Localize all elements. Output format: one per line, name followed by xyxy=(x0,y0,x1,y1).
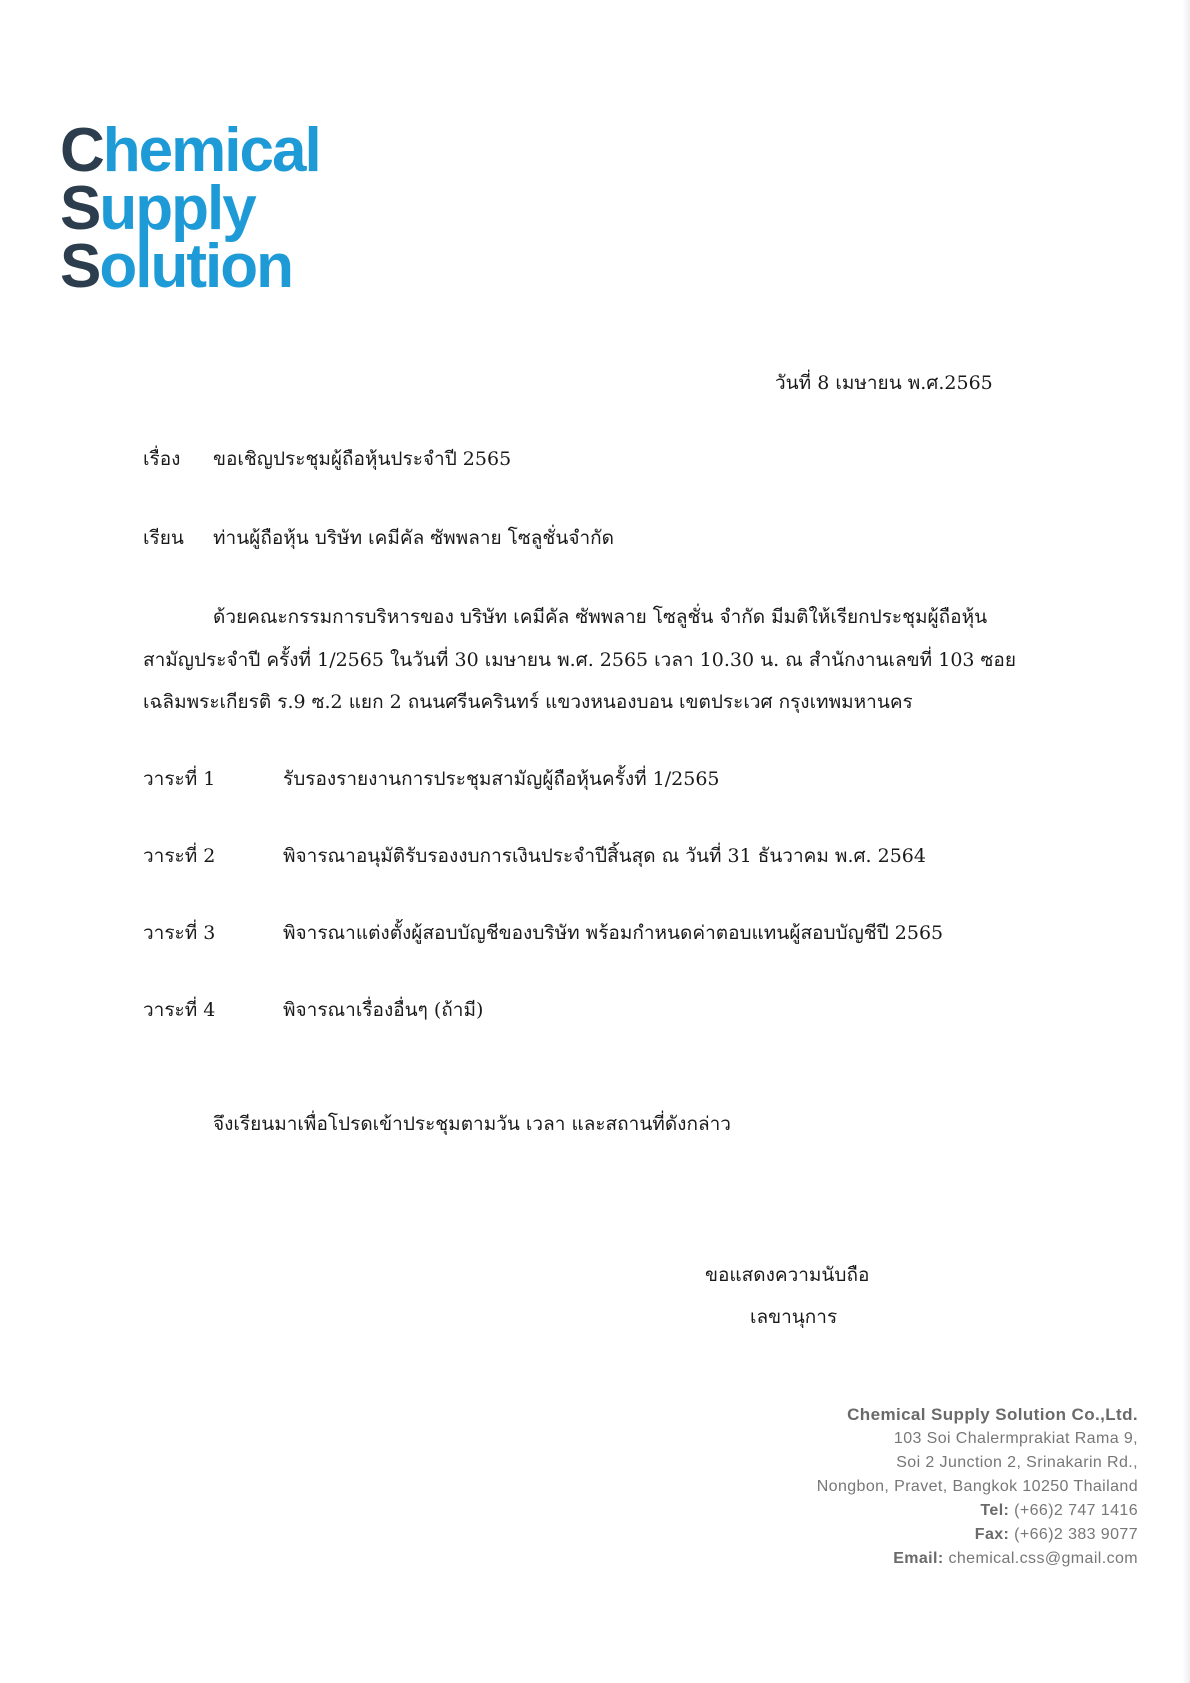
agenda-text: พิจารณาเรื่องอื่นๆ (ถ้ามี) xyxy=(283,999,484,1021)
agenda-label: วาระที่ 4 xyxy=(143,999,216,1021)
email-label: Email: xyxy=(893,1550,944,1567)
tel-label: Tel: xyxy=(980,1502,1010,1519)
logo-line-supply: Supply xyxy=(60,174,255,243)
agenda-label: วาระที่ 2 xyxy=(143,845,216,867)
logo-line-chemical: Chemical xyxy=(60,116,320,185)
subject-text: ขอเชิญประชุมผู้ถือหุ้นประจำปี 2565 xyxy=(213,448,512,470)
agenda-text: พิจารณาอนุมัติรับรองงบการเงินประจำปีสิ้นสุด ณ วันที่ 31 ธันวาคม พ.ศ. 2564 xyxy=(283,845,926,867)
signatory-title: เลขานุการ xyxy=(750,1306,838,1328)
letter-date: วันที่ 8 เมษายน พ.ศ.2565 xyxy=(775,372,993,394)
body-line-3: เฉลิมพระเกียรติ ร.9 ซ.2 แยก 2 ถนนศรีนครินทร์ แขวงหนองบอน เขตประเวศ กรุงเทพมหานคร xyxy=(143,691,913,713)
recipient-label: เรียน xyxy=(143,527,184,549)
fax-value: (+66)2 383 9077 xyxy=(1014,1526,1138,1543)
invitation-text: จึงเรียนมาเพื่อโปรดเข้าประชุมตามวัน เวลา และสถานที่ดังกล่าว xyxy=(213,1113,731,1135)
subject-label: เรื่อง xyxy=(143,448,181,470)
body-line-2: สามัญประจำปี ครั้งที่ 1/2565 ในวันที่ 30 เมษายน พ.ศ. 2565 เวลา 10.30 น. ณ สำนักงานเลขที่ 103 ซอย xyxy=(143,649,1016,671)
body-line-1: ด้วยคณะกรรมการบริหารของ บริษัท เคมีคัล ซัพพลาย โซลูชั่น จำกัด มีมติให้เรียกประชุมผู้ถือหุ้น xyxy=(213,606,988,628)
footer-email xyxy=(817,1547,1138,1571)
email-value: chemical.css@gmail.com xyxy=(948,1550,1138,1567)
agenda-label: วาระที่ 1 xyxy=(143,768,216,790)
footer-address-line-3: Nongbon, Pravet, Bangkok 10250 Thailand xyxy=(816,1478,1138,1495)
agenda-text: รับรองรายงานการประชุมสามัญผู้ถือหุ้นครั้งที่ 1/2565 xyxy=(283,768,720,790)
footer-address-line-1: 103 Soi Chalermprakiat Rama 9, xyxy=(893,1430,1138,1447)
scan-edge-shadow xyxy=(1182,0,1190,1683)
footer-fax xyxy=(817,1523,1138,1547)
agenda-text: พิจารณาแต่งตั้งผู้สอบบัญชีของบริษัท พร้อมกำหนดค่าตอบแทนผู้สอบบัญชีปี 2565 xyxy=(283,922,944,944)
fax-label: Fax: xyxy=(974,1526,1010,1543)
closing-salutation: ขอแสดงความนับถือ xyxy=(705,1264,870,1286)
logo-line-solution: Solution xyxy=(60,232,292,301)
company-logo xyxy=(60,116,320,301)
footer-tel xyxy=(817,1499,1138,1523)
footer-company-name: Chemical Supply Solution Co.,Ltd. xyxy=(847,1405,1138,1424)
tel-value: (+66)2 747 1416 xyxy=(1014,1502,1138,1519)
footer-address-line-2: Soi 2 Junction 2, Srinakarin Rd., xyxy=(896,1454,1138,1471)
recipient-text: ท่านผู้ถือหุ้น บริษัท เคมีคัล ซัพพลาย โซลูชั่นจำกัด xyxy=(213,527,614,549)
agenda-label: วาระที่ 3 xyxy=(143,922,216,944)
company-footer xyxy=(817,1403,1138,1571)
